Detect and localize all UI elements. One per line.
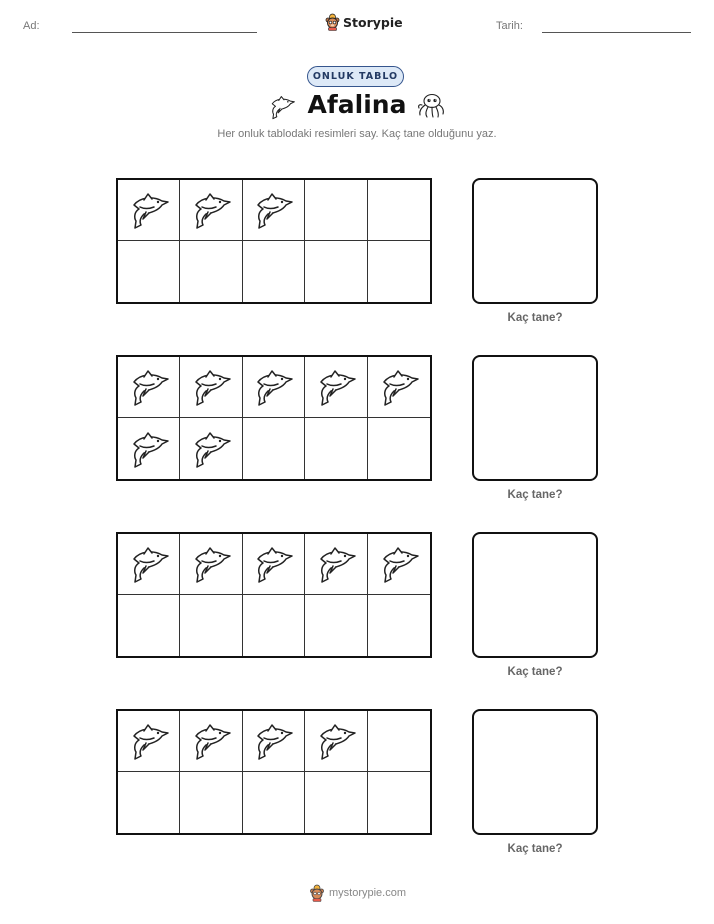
ten-frame-cell (180, 418, 242, 479)
ten-frame-cell (305, 711, 367, 772)
ten-frame-cell (180, 357, 242, 418)
ten-frame-cell (243, 534, 305, 595)
bear-mascot-icon (325, 13, 340, 31)
dolphin-icon (129, 721, 169, 761)
answer-box-3[interactable] (472, 532, 598, 658)
ten-frame-cell (118, 534, 180, 595)
dolphin-icon (129, 544, 169, 584)
ten-frame-cell (118, 595, 180, 656)
ten-frame-cell (305, 534, 367, 595)
dolphin-icon (379, 544, 419, 584)
dolphin-icon (191, 544, 231, 584)
ten-frame-cell (305, 180, 367, 241)
ten-frame-cell (180, 772, 242, 833)
ten-frame-cell (368, 711, 430, 772)
ten-frame-cell (180, 241, 242, 302)
worksheet-type-badge: ONLUK TABLO (307, 66, 404, 87)
footer-url: mystorypie.com (329, 887, 407, 899)
answer-prompt-3: Kaç tane? (507, 666, 563, 678)
worksheet-title: Afalina (307, 90, 407, 119)
ten-frame-cell (118, 418, 180, 479)
ten-frame-cell (118, 180, 180, 241)
storypie-logo (325, 13, 403, 31)
dolphin-icon (253, 721, 293, 761)
ten-frame-cell (243, 711, 305, 772)
dolphin-icon (191, 429, 231, 469)
ten-frame-cell (368, 595, 430, 656)
ten-frame-cell (368, 772, 430, 833)
dolphin-icon (129, 367, 169, 407)
dolphin-icon (191, 190, 231, 230)
octopus-icon (416, 93, 446, 119)
ten-frame-2 (116, 355, 432, 481)
ten-frame-cell (243, 180, 305, 241)
ten-frame-cell (243, 595, 305, 656)
dolphin-icon (191, 721, 231, 761)
ten-frame-4 (116, 709, 432, 835)
ten-frame-cell (118, 772, 180, 833)
date-label: Tarih: (496, 20, 523, 32)
dolphin-icon (316, 721, 356, 761)
dolphin-icon (316, 367, 356, 407)
ten-frame-cell (368, 180, 430, 241)
ten-frame-cell (118, 241, 180, 302)
ten-frame-cell (243, 418, 305, 479)
name-line (72, 32, 257, 33)
ten-frame-cell (305, 595, 367, 656)
dolphin-icon (129, 190, 169, 230)
ten-frame-cell (243, 357, 305, 418)
dolphin-icon (379, 367, 419, 407)
ten-frame-cell (118, 711, 180, 772)
ten-frame-cell (180, 711, 242, 772)
instructions: Her onluk tablodaki resimleri say. Kaç tane olduğunu yaz. (217, 128, 497, 140)
logo-text: Storypie (343, 14, 403, 30)
dolphin-icon (191, 367, 231, 407)
ten-frame-cell (368, 357, 430, 418)
ten-frame-cell (243, 772, 305, 833)
answer-prompt-2: Kaç tane? (507, 489, 563, 501)
ten-frame-cell (368, 534, 430, 595)
dolphin-icon (253, 367, 293, 407)
dolphin-icon (253, 190, 293, 230)
ten-frame-cell (118, 357, 180, 418)
ten-frame-3 (116, 532, 432, 658)
answer-box-4[interactable] (472, 709, 598, 835)
ten-frame-cell (305, 357, 367, 418)
answer-prompt-4: Kaç tane? (507, 843, 563, 855)
name-label: Ad: (23, 20, 40, 32)
answer-prompt-1: Kaç tane? (507, 312, 563, 324)
ten-frame-cell (305, 241, 367, 302)
answer-box-2[interactable] (472, 355, 598, 481)
ten-frame-cell (368, 418, 430, 479)
dolphin-icon (129, 429, 169, 469)
ten-frame-cell (180, 595, 242, 656)
ten-frame-cell (305, 772, 367, 833)
answer-box-1[interactable] (472, 178, 598, 304)
bear-mascot-icon (309, 884, 325, 902)
footer (309, 884, 406, 902)
ten-frame-cell (243, 241, 305, 302)
dolphin-icon (316, 544, 356, 584)
ten-frame-cell (368, 241, 430, 302)
ten-frame-cell (305, 418, 367, 479)
ten-frame-1 (116, 178, 432, 304)
dolphin-icon (253, 544, 293, 584)
ten-frame-cell (180, 180, 242, 241)
ten-frame-cell (180, 534, 242, 595)
date-line (542, 32, 691, 33)
